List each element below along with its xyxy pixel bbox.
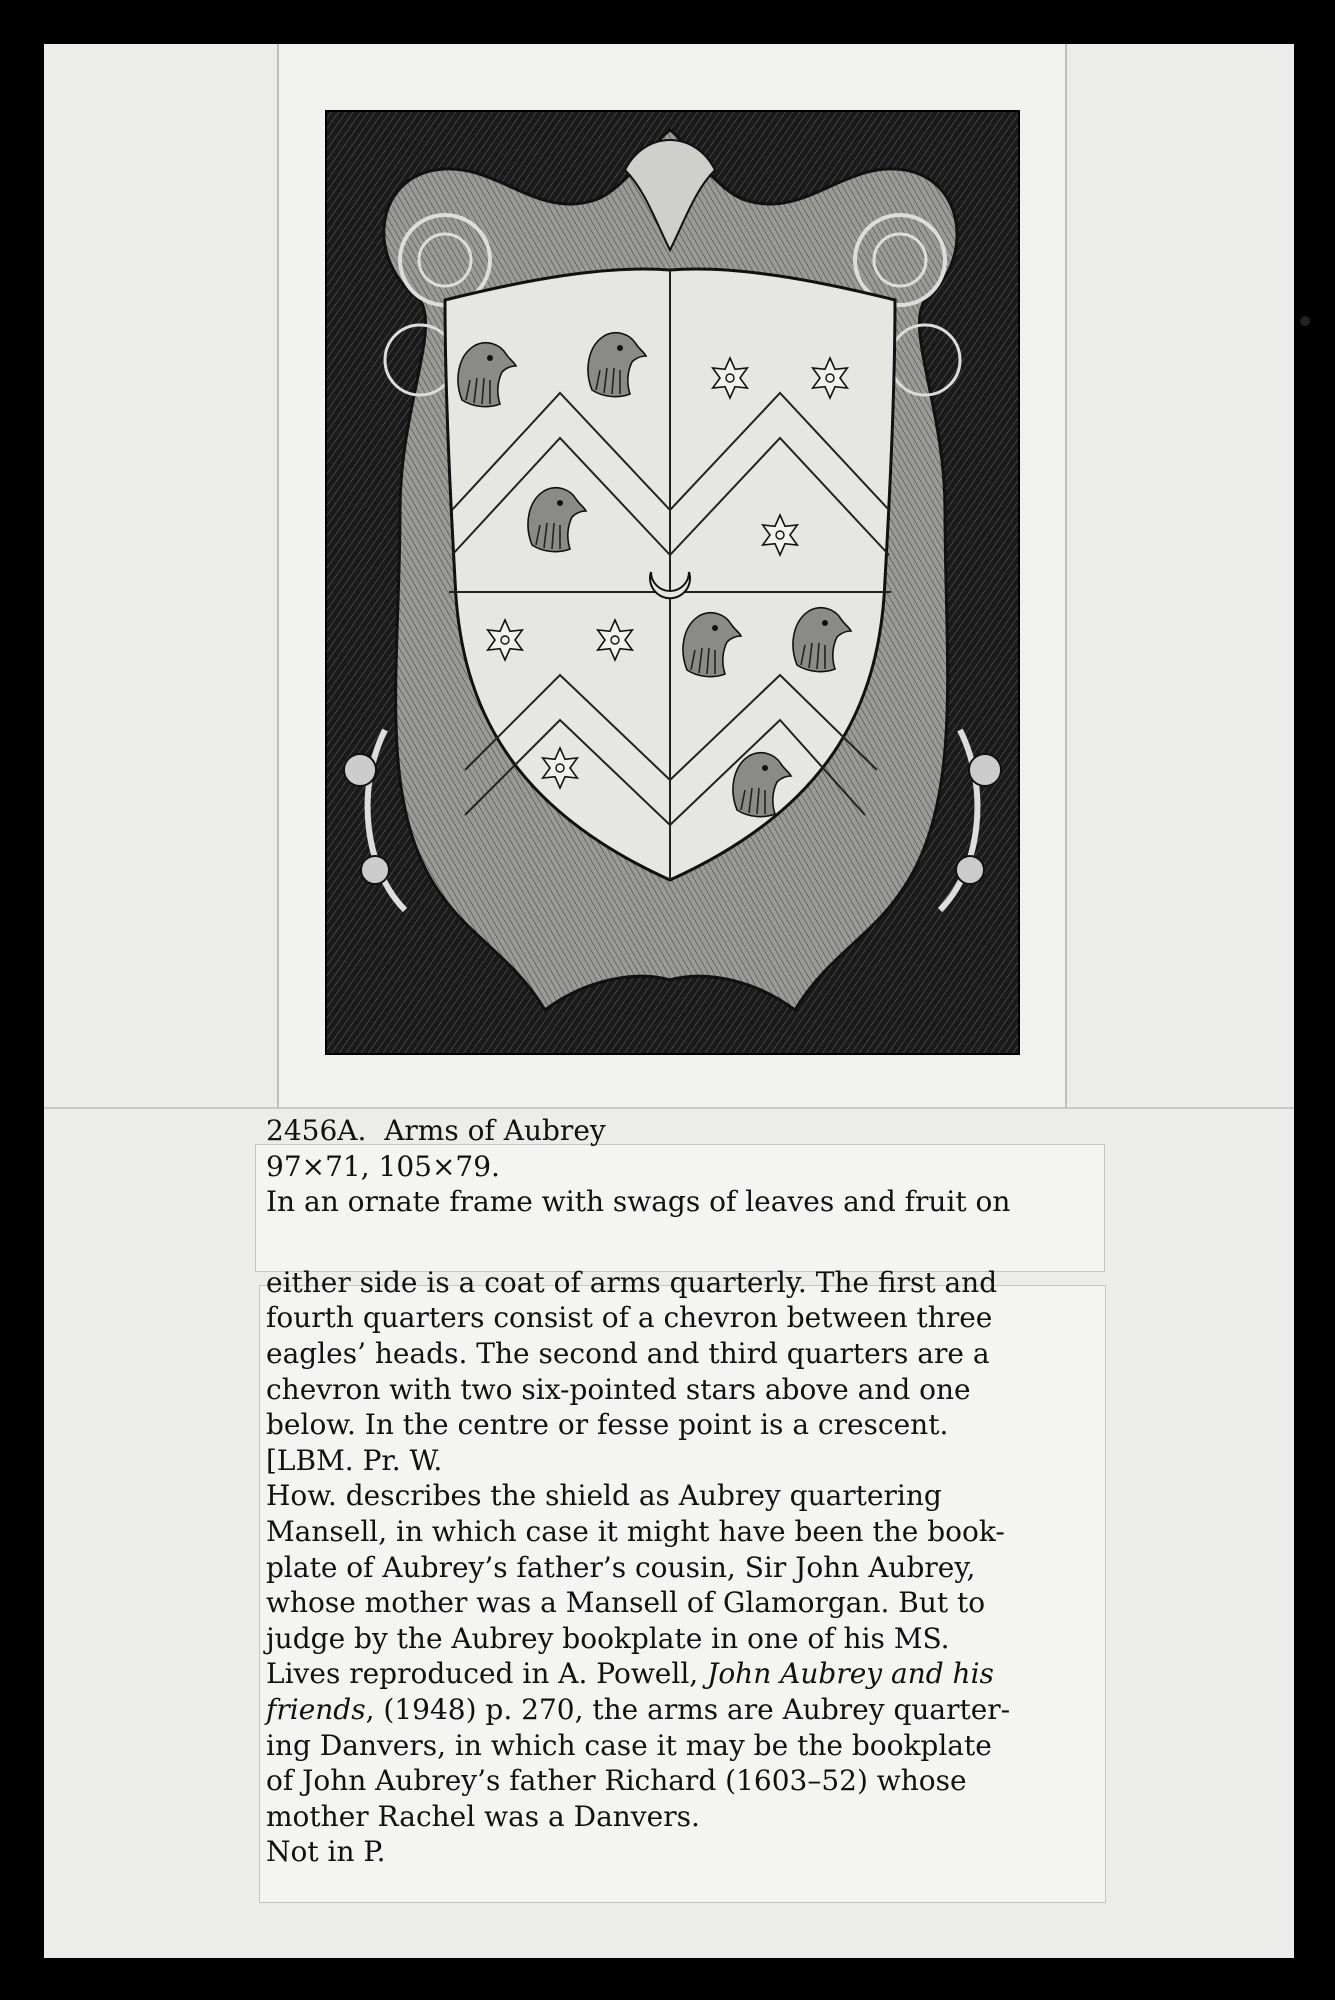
location-reference: [LBM. Pr. W. [266,1443,443,1477]
entry-title: Arms of Aubrey [384,1114,606,1147]
note: Not in P. [266,1835,386,1869]
commentary-line [266,1656,1076,1692]
description-line: In an ornate frame with swags of leaves and fruit on [266,1185,1011,1219]
commentary-line: of John Aubrey’s father Richard (1603–52) whose [266,1764,967,1798]
commentary-line [266,1692,1076,1728]
commentary-text: , (1948) p. 270, the arms are Aubrey quarter- [365,1692,1011,1726]
bookplate-image [325,110,1020,1055]
commentary-line: Mansell, in which case it might have been the book- [266,1514,1005,1548]
description-line: below. In the centre or fesse point is a crescent. [266,1408,949,1442]
commentary-line: ing Danvers, in which case it may be the bookplate [266,1728,992,1762]
ink-mark [1300,316,1310,326]
entry-dimensions: 97×71, 105×79. [266,1149,500,1183]
description-line: either side is a coat of arms quarterly. The first and [266,1265,998,1299]
book-title: John Aubrey and his [707,1657,994,1691]
commentary-text: Lives reproduced in A. Powell, [266,1657,708,1691]
catalogue-entry [266,1113,1076,1870]
commentary-line: How. describes the shield as Aubrey quartering [266,1479,942,1513]
entry-heading [266,1113,1076,1149]
commentary-line: mother Rachel was a Danvers. [266,1799,700,1833]
commentary-line: judge by the Aubrey bookplate in one of his MS. [266,1621,950,1655]
fold-line [44,1107,1294,1109]
description-line: fourth quarters consist of a chevron between three [266,1301,993,1335]
commentary-line: whose mother was a Mansell of Glamorgan. But to [266,1586,986,1620]
commentary-line: plate of Aubrey’s father’s cousin, Sir John Aubrey, [266,1550,976,1584]
book-title: friends [266,1692,366,1726]
description-line: eagles’ heads. The second and third quarters are a [266,1336,990,1370]
description-line: chevron with two six-pointed stars above and one [266,1372,971,1406]
entry-number: 2456A. [266,1114,367,1147]
